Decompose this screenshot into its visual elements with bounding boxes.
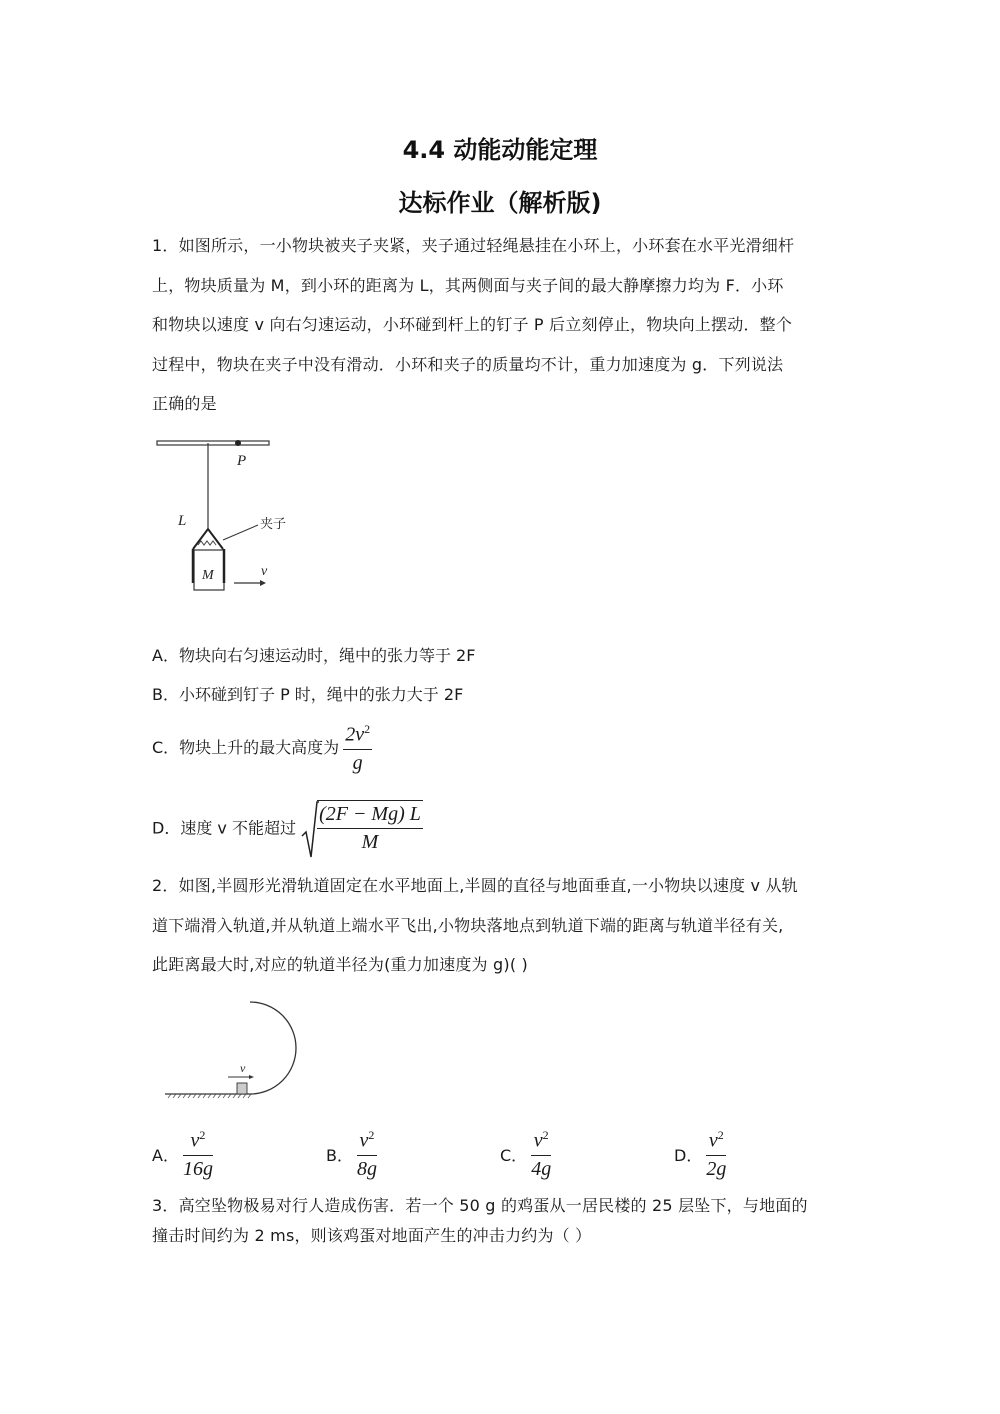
label-p: P [237,453,247,469]
q1-line: 和物块以速度 v 向右匀速运动，小环碰到杆上的钉子 P 后立刻停止，物块向上摆动．整个 [152,315,793,334]
q2-option-d[interactable] [674,1128,726,1181]
label-v: v [261,564,268,579]
small-block [237,1083,247,1094]
q1-pendulum-figure [150,435,287,600]
label-l: L [178,513,187,529]
label-m: M [202,568,214,583]
document-title: 4.4 动能动能定理 [402,136,598,164]
formula-denominator: g [352,751,363,774]
formula-exponent: 2 [717,1128,724,1142]
label-clip: 夹子 [260,517,287,532]
formula-numerator: 2v [345,723,365,746]
q1-line: 上，物块质量为 M，到小环的距离为 L，其两侧面与夹子间的最大静摩擦力均为 F．小环 [152,275,784,295]
option-label: D． [674,1145,703,1165]
formula-denominator: 8g [356,1157,377,1180]
q1-option-c-formula [343,722,372,775]
question-3-text [152,1191,852,1251]
formula-numerator: v [533,1129,543,1152]
question-2-text [152,866,852,985]
nail-p [235,440,241,446]
formula-numerator: v [190,1129,200,1152]
formula-numerator: v [708,1129,718,1152]
formula-numerator: (2F − Mg) L [317,803,423,829]
q2-line: 道下端滑入轨道,并从轨道上端水平飞出,小物块落地点到轨道下端的距离与轨道半径有关, [152,915,784,935]
formula-numerator: v [359,1129,369,1152]
q1-line: 1．如图所示，一小物块被夹子夹紧，夹子通过轻绳悬挂在小环上，小环套在水平光滑细杆 [152,236,795,255]
q1-option-d-text: D．速度 v 不能超过 [152,818,296,838]
label-v: v [240,1061,246,1075]
option-label: C． [500,1145,528,1165]
horizontal-rod [157,441,269,445]
q2-semicircle-track-figure [160,995,305,1105]
q1-option-d[interactable] [152,800,423,854]
q1-option-c[interactable] [152,722,372,775]
formula-denominator: M [361,831,379,853]
q1-line: 过程中，物块在夹子中没有滑动．小环和夹子的质量均不计，重力加速度为 g．下列说法 [152,354,784,374]
formula-exponent: 2 [364,722,371,736]
sqrt-formula [301,800,423,854]
question-1-text [152,226,852,424]
q3-line: 3．高空坠物极易对行人造成伤害．若一个 50 g 的鸡蛋从一居民楼的 25 层坠下，与地面的 [152,1196,808,1215]
q2-options [152,1128,852,1188]
formula-denominator: 16g [182,1157,213,1180]
option-label: A． [152,1145,179,1165]
q2-option-a[interactable] [152,1128,213,1181]
option-label: B． [326,1145,353,1165]
formula-exponent: 2 [542,1128,549,1142]
document-subtitle: 达标作业（解析版) [398,189,602,217]
clip-spring [198,541,216,545]
q1-option-b[interactable]: B．小环碰到钉子 P 时，绳中的张力大于 2F [152,685,464,704]
q2-line: 2．如图,半圆形光滑轨道固定在水平地面上,半圆的直径与地面垂直,一小物块以速度 v 从轨 [152,876,798,895]
q3-line: 撞击时间约为 2 ms，则该鸡蛋对地面产生的冲击力约为（ ） [152,1226,592,1245]
q2-line: 此距离最大时,对应的轨道半径为(重力加速度为 g)( ) [152,955,528,974]
formula-denominator: 2g [706,1157,727,1180]
clip [193,529,223,549]
q2-option-b[interactable] [326,1128,377,1181]
semicircle-track [250,1002,296,1094]
formula-denominator: 4g [531,1157,552,1180]
sqrt-sign-icon [301,800,319,860]
q2-option-c[interactable] [500,1128,551,1181]
q1-option-c-text: C．物块上升的最大高度为 [152,737,340,757]
q1-line: 正确的是 [152,394,217,413]
formula-exponent: 2 [199,1128,206,1142]
q1-option-a[interactable]: A．物块向右匀速运动时，绳中的张力等于 2F [152,646,476,665]
formula-exponent: 2 [368,1128,375,1142]
clip-pointer [223,525,258,540]
